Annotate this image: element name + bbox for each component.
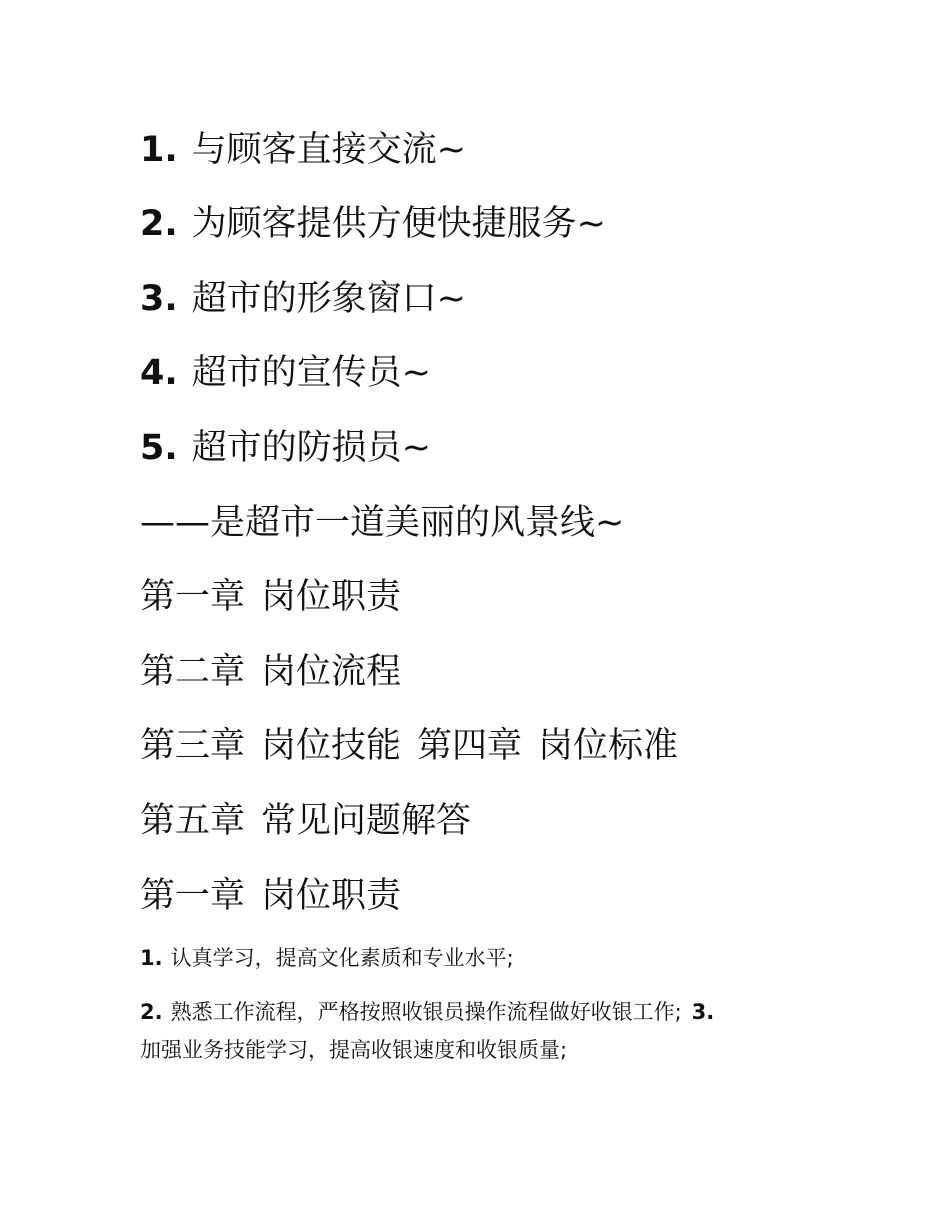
duty-text: 加强业务技能学习，提高收银速度和收银质量;: [140, 1038, 568, 1062]
toc-chapter: 第三章: [140, 726, 246, 766]
tagline: ——是超市一道美丽的风景线~: [140, 503, 625, 543]
toc-chapter: 第五章: [140, 801, 246, 841]
toc-chapter: 第二章: [140, 652, 246, 692]
role-item: [140, 428, 431, 468]
section-chapter: 第一章: [140, 876, 246, 916]
item-text: 超市的防损员~: [191, 428, 431, 468]
toc-title: 岗位技能: [261, 726, 402, 766]
duty-number: 1.: [140, 946, 163, 970]
role-item: [140, 204, 606, 244]
section-title: 岗位职责: [261, 876, 402, 916]
toc-entry: [140, 577, 401, 617]
toc-entry: [140, 652, 401, 692]
duty-number: 2.: [140, 1000, 163, 1024]
section-heading: [140, 876, 401, 916]
toc-chapter: 第一章: [140, 577, 246, 617]
item-number: 1.: [140, 130, 178, 170]
item-number: 4.: [140, 353, 178, 393]
item-number: 2.: [140, 204, 178, 244]
duty-item: [140, 1035, 567, 1065]
toc-entry: [140, 726, 678, 766]
item-text: 超市的宣传员~: [191, 353, 431, 393]
toc-title: 岗位标准: [538, 726, 679, 766]
duty-item: [140, 997, 722, 1027]
item-number: 5.: [140, 428, 178, 468]
item-text: 与顾客直接交流~: [191, 130, 466, 170]
item-text: 超市的形象窗口~: [191, 279, 466, 319]
duty-text: 认真学习，提高文化素质和专业水平;: [170, 946, 514, 970]
item-text: 为顾客提供方便快捷服务~: [191, 204, 606, 244]
duty-text: 熟悉工作流程，严格按照收银员操作流程做好收银工作;: [170, 1000, 682, 1024]
toc-chapter: 第四章: [417, 726, 523, 766]
role-item: [140, 279, 466, 319]
role-item: [140, 130, 466, 170]
toc-title: 岗位职责: [261, 577, 402, 617]
item-number: 3.: [140, 279, 178, 319]
toc-title: 岗位流程: [261, 652, 402, 692]
toc-title: 常见问题解答: [261, 801, 472, 841]
duty-number: 3.: [691, 1000, 715, 1024]
toc-entry: [140, 801, 471, 841]
duty-item: [140, 943, 514, 973]
role-item: [140, 353, 431, 393]
